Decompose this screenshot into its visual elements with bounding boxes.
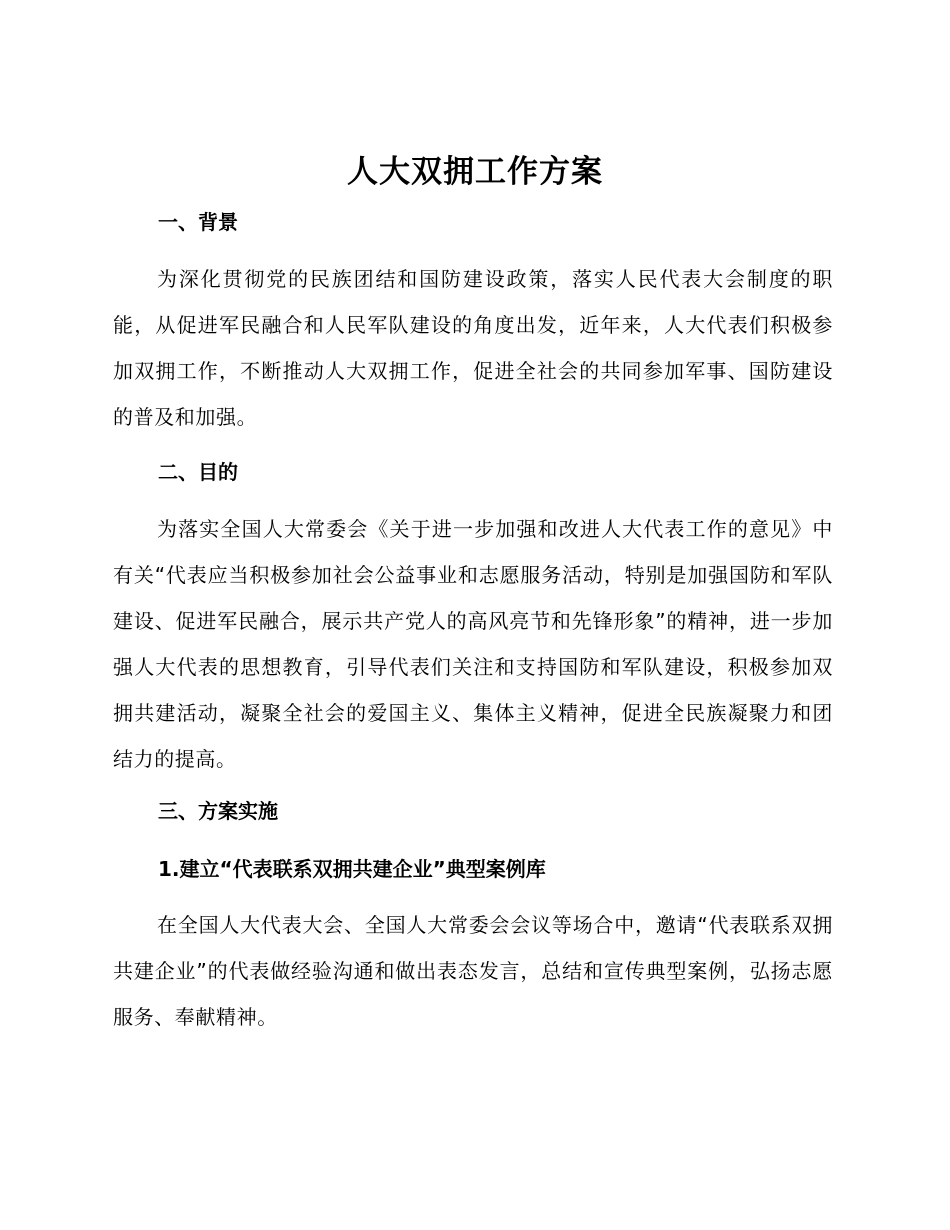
section-paragraph-background: 为深化贯彻党的民族团结和国防建设政策，落实人民代表大会制度的职能，从促进军民融合和人民军队建设的角度出发，近年来，人大代表们积极参加双拥工作，不断推动人大双拥工作，促进全社会的共同参加军事、国防建设的普及和加强。 (113, 267, 833, 429)
section-heading-background: 一、背景 (158, 210, 238, 234)
subsection-paragraph-case-library: 在全国人大代表大会、全国人大常委会会议等场合中，邀请“代表联系双拥共建企业”的代表做经验沟通和做出表态发言，总结和宣传典型案例，弘扬志愿服务、奉献精神。 (113, 913, 833, 1029)
section-heading-purpose: 二、目的 (158, 460, 238, 484)
section-heading-implementation: 三、方案实施 (158, 799, 278, 823)
section-paragraph-purpose: 为落实全国人大常委会《关于进一步加强和改进人大代表工作的意见》中有关“代表应当积极参加社会公益事业和志愿服务活动，特别是加强国防和军队建设、促进军民融合，展示共产党人的高风亮节和先锋形象”的精神，进一步加强人大代表的思想教育，引导代表们关注和支持国防和军队建设，积极参加双拥共建活动，凝聚全社会的爱国主义、集体主义精神，促进全民族凝聚力和团结力的提高。 (113, 517, 833, 771)
subsection-heading-case-library: 1.建立“代表联系双拥共建企业”典型案例库 (158, 857, 546, 881)
document-title: 人大双拥工作方案 (347, 154, 603, 190)
